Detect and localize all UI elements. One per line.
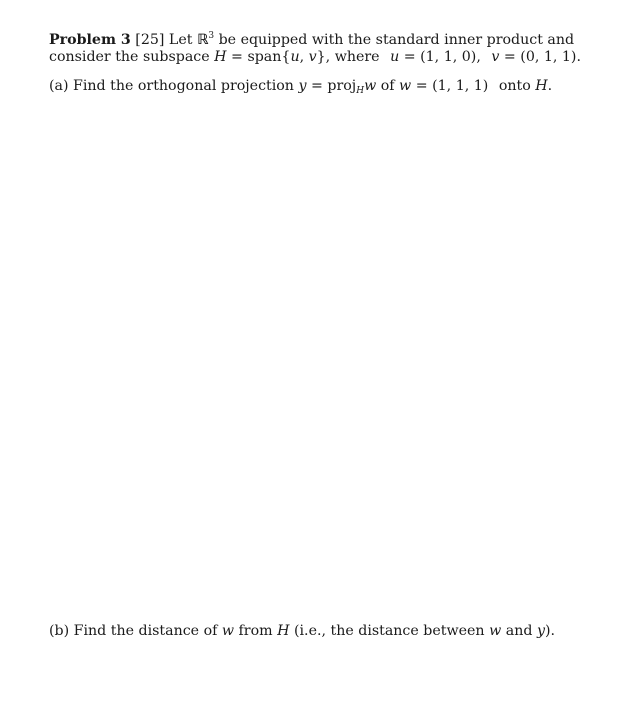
clarification-text: (i.e., the distance between (293, 623, 485, 639)
projection-target: H (535, 78, 548, 94)
real-space-symbol: ℝ (196, 32, 209, 48)
where-text: where (334, 49, 380, 65)
proj-operator: proj (327, 78, 357, 94)
distance-target: H (277, 623, 290, 639)
part-b-question (49, 622, 555, 640)
onto-text: onto (498, 78, 531, 94)
span-comma: , (299, 49, 305, 65)
answer-space-a[interactable] (49, 100, 575, 610)
part-a-question (49, 77, 552, 95)
v-equals: = (503, 49, 516, 65)
projection-equals: = (310, 78, 323, 94)
distance-w2: w (489, 623, 502, 639)
w-value: (1, 1, 1) (432, 78, 489, 94)
problem-statement-line-2 (49, 48, 581, 66)
span-vector-v: v (308, 49, 317, 65)
span-open-brace: { (281, 49, 291, 65)
projection-y: y (298, 78, 307, 94)
real-space-exponent: 3 (208, 31, 215, 41)
proj-subscript: H (356, 86, 365, 96)
u-name: u (390, 49, 400, 65)
distance-w: w (221, 623, 235, 639)
proj-argument: w (364, 78, 377, 94)
part-b-label: (b) Find the distance of (49, 623, 218, 639)
equals-sign: = (231, 49, 243, 65)
distance-y: y (536, 623, 545, 639)
u-value: (1, 1, 0), (420, 49, 481, 65)
and-text: and (505, 623, 533, 639)
answer-space-b[interactable] (49, 645, 575, 715)
span-operator: span (247, 49, 282, 65)
intro-text-b: be equipped with the standard inner product and (218, 32, 575, 48)
span-close-brace: }, (316, 49, 331, 65)
v-name: v (491, 49, 500, 65)
problem-title: Problem 3 (49, 32, 131, 48)
problem-points: [25] (135, 32, 165, 48)
v-value: (0, 1, 1). (520, 49, 581, 65)
part-a-label: (a) Find the orthogonal projection (49, 78, 294, 94)
part-a-end: . (547, 78, 553, 94)
span-vector-u: u (290, 49, 300, 65)
intro-text-a: Let (168, 32, 193, 48)
part-b-end: ). (544, 623, 555, 639)
of-text: of (380, 78, 395, 94)
u-equals: = (403, 49, 416, 65)
problem-statement-line-1 (49, 31, 574, 49)
w-equals: = (415, 78, 428, 94)
subspace-intro: consider the subspace (49, 49, 210, 65)
from-text: from (238, 623, 273, 639)
w-name: w (399, 78, 412, 94)
subspace-name: H (214, 49, 227, 65)
